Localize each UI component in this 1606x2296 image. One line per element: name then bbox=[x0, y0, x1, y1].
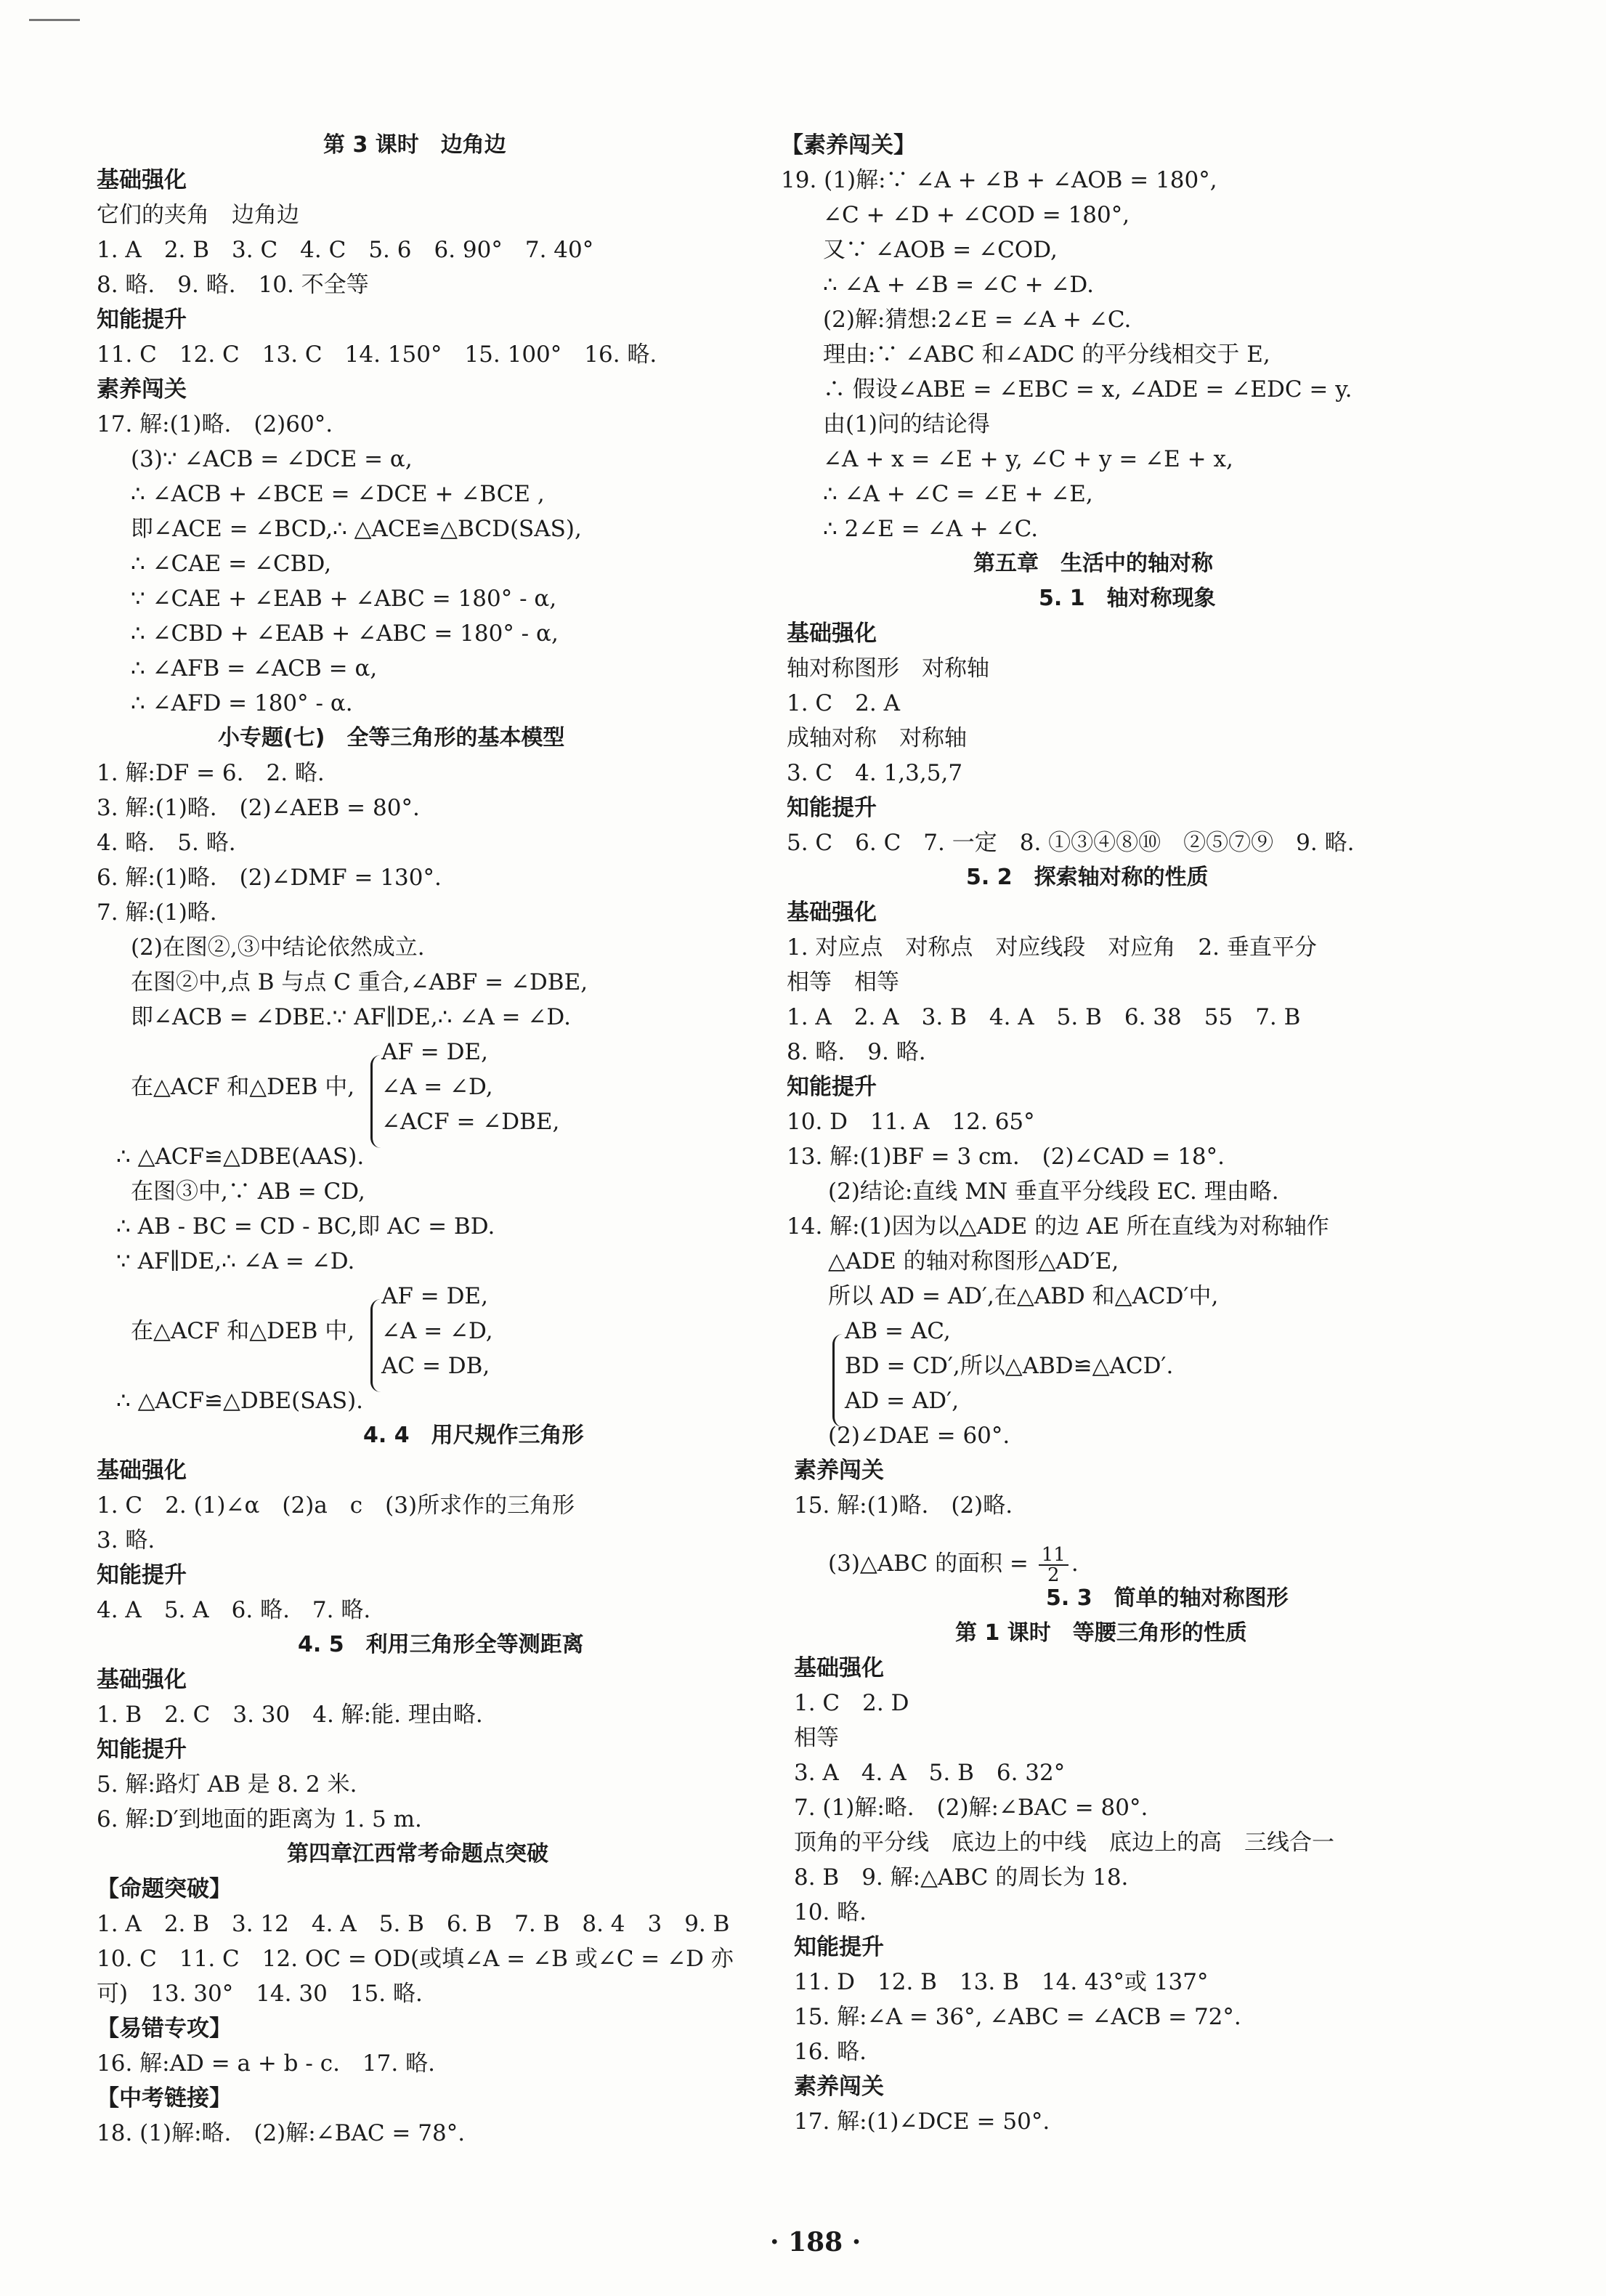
left-line-1: 基础强化 bbox=[97, 167, 187, 193]
left-line-11: 即∠ACE = ∠BCD,∴ △ACE≌△BCD(SAS), bbox=[131, 516, 582, 542]
left-line-24: 在图②中,点 B 与点 C 重合,∠ABF = ∠DBE, bbox=[131, 969, 588, 995]
right-line-16: 1. C 2. A bbox=[787, 690, 900, 716]
right-line-45: 3. A 4. A 5. B 6. 32° bbox=[794, 1760, 1066, 1786]
right-line-41: 第 1 课时 等腰三角形的性质 bbox=[955, 1620, 1247, 1646]
left-line-52: 【命题突破】 bbox=[97, 1876, 232, 1902]
left-line-45: 4. 5 利用三角形全等测距离 bbox=[298, 1632, 584, 1657]
left-line-50: 6. 解:D′到地面的距离为 1. 5 m. bbox=[97, 1806, 422, 1832]
left-line-16: ∴ ∠AFD = 180° - α. bbox=[131, 690, 353, 716]
left-line-51: 第四章江西常考命题点突破 bbox=[287, 1841, 548, 1867]
right-line-8: 由(1)问的结论得 bbox=[823, 411, 990, 437]
left-line-39: 4. 4 用尺规作三角形 bbox=[363, 1423, 584, 1448]
right-line-47: 顶角的平分线 底边上的中线 底边上的高 三线合一 bbox=[794, 1830, 1334, 1856]
left-line-28: ∠A = ∠D, bbox=[381, 1074, 493, 1100]
left-line-47: 1. B 2. C 3. 30 4. 解:能. 理由略. bbox=[97, 1702, 483, 1728]
left-line-6: 11. C 12. C 13. C 14. 150° 15. 100° 16. 略. bbox=[97, 341, 657, 368]
left-line-13: ∵ ∠CAE + ∠EAB + ∠ABC = 180° - α, bbox=[131, 586, 557, 612]
right-line-18: 3. C 4. 1,3,5,7 bbox=[787, 760, 963, 786]
left-line-4: 8. 略. 9. 略. 10. 不全等 bbox=[97, 272, 369, 298]
right-line-7: ∴ 假设∠ABE = ∠EBC = x, ∠ADE = ∠EDC = y. bbox=[823, 376, 1352, 403]
left-line-23: (2)在图②,③中结论依然成立. bbox=[131, 934, 425, 961]
left-line-38: ∴ △ACF≌△DBE(SAS). bbox=[116, 1388, 364, 1414]
left-line-42: 3. 略. bbox=[97, 1527, 155, 1553]
right-line-13: 5. 1 轴对称现象 bbox=[1039, 586, 1216, 611]
left-line-55: 可) 13. 30° 14. 30 15. 略. bbox=[97, 1981, 423, 2007]
right-line-38: 素养闯关 bbox=[794, 1458, 884, 1484]
left-line-12: ∴ ∠CAE = ∠CBD, bbox=[131, 551, 332, 577]
left-line-2: 它们的夹角 边角边 bbox=[97, 202, 299, 228]
right-line-46: 7. (1)解:略. (2)解:∠BAC = 80°. bbox=[794, 1795, 1148, 1821]
left-line-9: (3)∵ ∠ACB = ∠DCE = α, bbox=[131, 446, 413, 472]
right-line-0: 【素养闯关】 bbox=[781, 132, 916, 158]
left-line-22: 7. 解:(1)略. bbox=[97, 900, 217, 926]
left-line-59: 18. (1)解:略. (2)解:∠BAC = 78°. bbox=[97, 2120, 466, 2146]
right-line-36: AD = AD′, bbox=[845, 1388, 960, 1414]
fraction-numerator: 11 bbox=[1039, 1545, 1068, 1566]
right-line-43: 1. C 2. D bbox=[794, 1690, 909, 1716]
left-line-34: AF = DE, bbox=[381, 1283, 488, 1309]
left-line-18: 1. 解:DF = 6. 2. 略. bbox=[97, 760, 325, 786]
right-line-19: 知能提升 bbox=[787, 795, 877, 821]
left-line-37: AC = DB, bbox=[381, 1353, 490, 1379]
area-line bbox=[828, 1542, 1079, 1585]
right-line-44: 相等 bbox=[794, 1725, 839, 1751]
right-line-2: ∠C + ∠D + ∠COD = 180°, bbox=[823, 202, 1130, 228]
right-line-54: 素养闯关 bbox=[794, 2074, 884, 2100]
left-line-46: 基础强化 bbox=[97, 1667, 187, 1693]
right-line-17: 成轴对称 对称轴 bbox=[787, 725, 967, 751]
top-rule bbox=[29, 19, 80, 21]
right-line-39: 15. 解:(1)略. (2)略. bbox=[794, 1492, 1013, 1519]
left-line-25: 即∠ACB = ∠DBE.∵ AF∥DE,∴ ∠A = ∠D. bbox=[131, 1004, 571, 1030]
left-line-0: 第 3 课时 边角边 bbox=[323, 132, 506, 158]
left-line-33: ∵ AF∥DE,∴ ∠A = ∠D. bbox=[116, 1248, 355, 1274]
left-line-43: 知能提升 bbox=[97, 1562, 187, 1588]
left-line-30: ∴ △ACF≌△DBE(AAS). bbox=[116, 1144, 365, 1170]
system-brace-3 bbox=[832, 1334, 848, 1427]
left-line-36: ∠A = ∠D, bbox=[381, 1318, 493, 1344]
right-line-22: 基础强化 bbox=[787, 900, 877, 926]
right-line-52: 15. 解:∠A = 36°, ∠ABC = ∠ACB = 72°. bbox=[794, 2004, 1241, 2030]
left-line-57: 16. 解:AD = a + b - c. 17. 略. bbox=[97, 2050, 435, 2077]
right-line-53: 16. 略. bbox=[794, 2039, 867, 2065]
left-line-27: 在△ACF 和△DEB 中, bbox=[131, 1074, 355, 1100]
right-line-11: ∴ 2∠E = ∠A + ∠C. bbox=[823, 516, 1039, 542]
left-line-17: 小专题(七) 全等三角形的基本模型 bbox=[218, 725, 565, 751]
right-line-30: (2)结论:直线 MN 垂直平分线段 EC. 理由略. bbox=[828, 1179, 1279, 1205]
right-line-20: 5. C 6. C 7. 一定 8. ①③④⑧⑩ ②⑤⑦⑨ 9. 略. bbox=[787, 830, 1355, 856]
right-line-26: 8. 略. 9. 略. bbox=[787, 1039, 926, 1065]
area-prefix: (3)△ABC 的面积 = bbox=[828, 1551, 1036, 1577]
right-line-9: ∠A + x = ∠E + y, ∠C + y = ∠E + x, bbox=[823, 446, 1233, 472]
right-line-32: △ADE 的轴对称图形△AD′E, bbox=[828, 1248, 1119, 1274]
right-line-5: (2)解:猜想:2∠E = ∠A + ∠C. bbox=[823, 307, 1132, 333]
left-line-5: 知能提升 bbox=[97, 307, 187, 333]
right-line-12: 第五章 生活中的轴对称 bbox=[973, 551, 1213, 576]
right-line-23: 1. 对应点 对称点 对应线段 对应角 2. 垂直平分 bbox=[787, 934, 1317, 961]
left-line-56: 【易错专攻】 bbox=[97, 2016, 232, 2042]
left-line-26: AF = DE, bbox=[381, 1039, 488, 1065]
left-line-48: 知能提升 bbox=[97, 1737, 187, 1763]
right-line-14: 基础强化 bbox=[787, 621, 877, 647]
right-line-37: (2)∠DAE = 60°. bbox=[828, 1423, 1010, 1449]
right-line-50: 知能提升 bbox=[794, 1934, 884, 1960]
left-line-20: 4. 略. 5. 略. bbox=[97, 830, 236, 856]
system-brace-1 bbox=[370, 1055, 386, 1148]
right-line-6: 理由:∵ ∠ABC 和∠ADC 的平分线相交于 E, bbox=[823, 341, 1270, 368]
right-line-27: 知能提升 bbox=[787, 1074, 877, 1100]
left-line-7: 素养闯关 bbox=[97, 376, 187, 403]
left-line-3: 1. A 2. B 3. C 4. C 5. 6 6. 90° 7. 40° bbox=[97, 237, 594, 263]
fraction-denominator: 2 bbox=[1047, 1564, 1060, 1586]
right-line-15: 轴对称图形 对称轴 bbox=[787, 655, 989, 682]
left-line-58: 【中考链接】 bbox=[97, 2085, 232, 2111]
left-line-8: 17. 解:(1)略. (2)60°. bbox=[97, 411, 333, 437]
left-line-15: ∴ ∠AFB = ∠ACB = α, bbox=[131, 655, 378, 682]
left-line-53: 1. A 2. B 3. 12 4. A 5. B 6. B 7. B 8. 4 3 9. B bbox=[97, 1911, 730, 1937]
right-line-48: 8. B 9. 解:△ABC 的周长为 18. bbox=[794, 1864, 1129, 1891]
area-suffix: . bbox=[1071, 1551, 1079, 1577]
left-line-41: 1. C 2. (1)∠α (2)a c (3)所求作的三角形 bbox=[97, 1492, 575, 1519]
left-line-32: ∴ AB - BC = CD - BC,即 AC = BD. bbox=[116, 1213, 495, 1240]
right-line-3: 又∵ ∠AOB = ∠COD, bbox=[823, 237, 1058, 263]
right-line-51: 11. D 12. B 13. B 14. 43°或 137° bbox=[794, 1969, 1209, 1995]
right-line-40: 5. 3 简单的轴对称图形 bbox=[1046, 1585, 1289, 1611]
right-line-21: 5. 2 探索轴对称的性质 bbox=[966, 865, 1209, 890]
fraction bbox=[1039, 1545, 1068, 1585]
right-line-35: BD = CD′,所以△ABD≌△ACD′. bbox=[845, 1353, 1174, 1379]
right-line-42: 基础强化 bbox=[794, 1655, 884, 1681]
left-line-54: 10. C 11. C 12. OC = OD(或填∠A = ∠B 或∠C = ∠D 亦 bbox=[97, 1946, 734, 1972]
right-line-55: 17. 解:(1)∠DCE = 50°. bbox=[794, 2109, 1050, 2135]
right-line-49: 10. 略. bbox=[794, 1899, 867, 1925]
system-brace-2 bbox=[370, 1299, 386, 1392]
right-line-10: ∴ ∠A + ∠C = ∠E + ∠E, bbox=[823, 481, 1093, 507]
left-line-19: 3. 解:(1)略. (2)∠AEB = 80°. bbox=[97, 795, 420, 821]
right-line-28: 10. D 11. A 12. 65° bbox=[787, 1109, 1035, 1135]
right-line-1: 19. (1)解:∵ ∠A + ∠B + ∠AOB = 180°, bbox=[781, 167, 1217, 193]
left-line-35: 在△ACF 和△DEB 中, bbox=[131, 1318, 355, 1344]
right-line-31: 14. 解:(1)因为以△ADE 的边 AE 所在直线为对称轴作 bbox=[787, 1213, 1329, 1240]
left-line-49: 5. 解:路灯 AB 是 8. 2 米. bbox=[97, 1771, 357, 1798]
left-line-10: ∴ ∠ACB + ∠BCE = ∠DCE + ∠BCE , bbox=[131, 481, 545, 507]
right-line-24: 相等 相等 bbox=[787, 969, 899, 995]
left-line-40: 基础强化 bbox=[97, 1458, 187, 1484]
left-line-21: 6. 解:(1)略. (2)∠DMF = 130°. bbox=[97, 865, 442, 891]
left-line-31: 在图③中,∵ AB = CD, bbox=[131, 1179, 365, 1205]
left-line-29: ∠ACF = ∠DBE, bbox=[381, 1109, 560, 1135]
left-line-14: ∴ ∠CBD + ∠EAB + ∠ABC = 180° - α, bbox=[131, 621, 559, 647]
page-number: · 188 · bbox=[770, 2227, 861, 2257]
right-line-29: 13. 解:(1)BF = 3 cm. (2)∠CAD = 18°. bbox=[787, 1144, 1225, 1170]
right-line-25: 1. A 2. A 3. B 4. A 5. B 6. 38 55 7. B bbox=[787, 1004, 1301, 1030]
right-line-4: ∴ ∠A + ∠B = ∠C + ∠D. bbox=[823, 272, 1095, 298]
right-line-34: AB = AC, bbox=[845, 1318, 951, 1344]
right-line-33: 所以 AD = AD′,在△ABD 和△ACD′中, bbox=[828, 1283, 1219, 1309]
left-line-44: 4. A 5. A 6. 略. 7. 略. bbox=[97, 1597, 371, 1623]
